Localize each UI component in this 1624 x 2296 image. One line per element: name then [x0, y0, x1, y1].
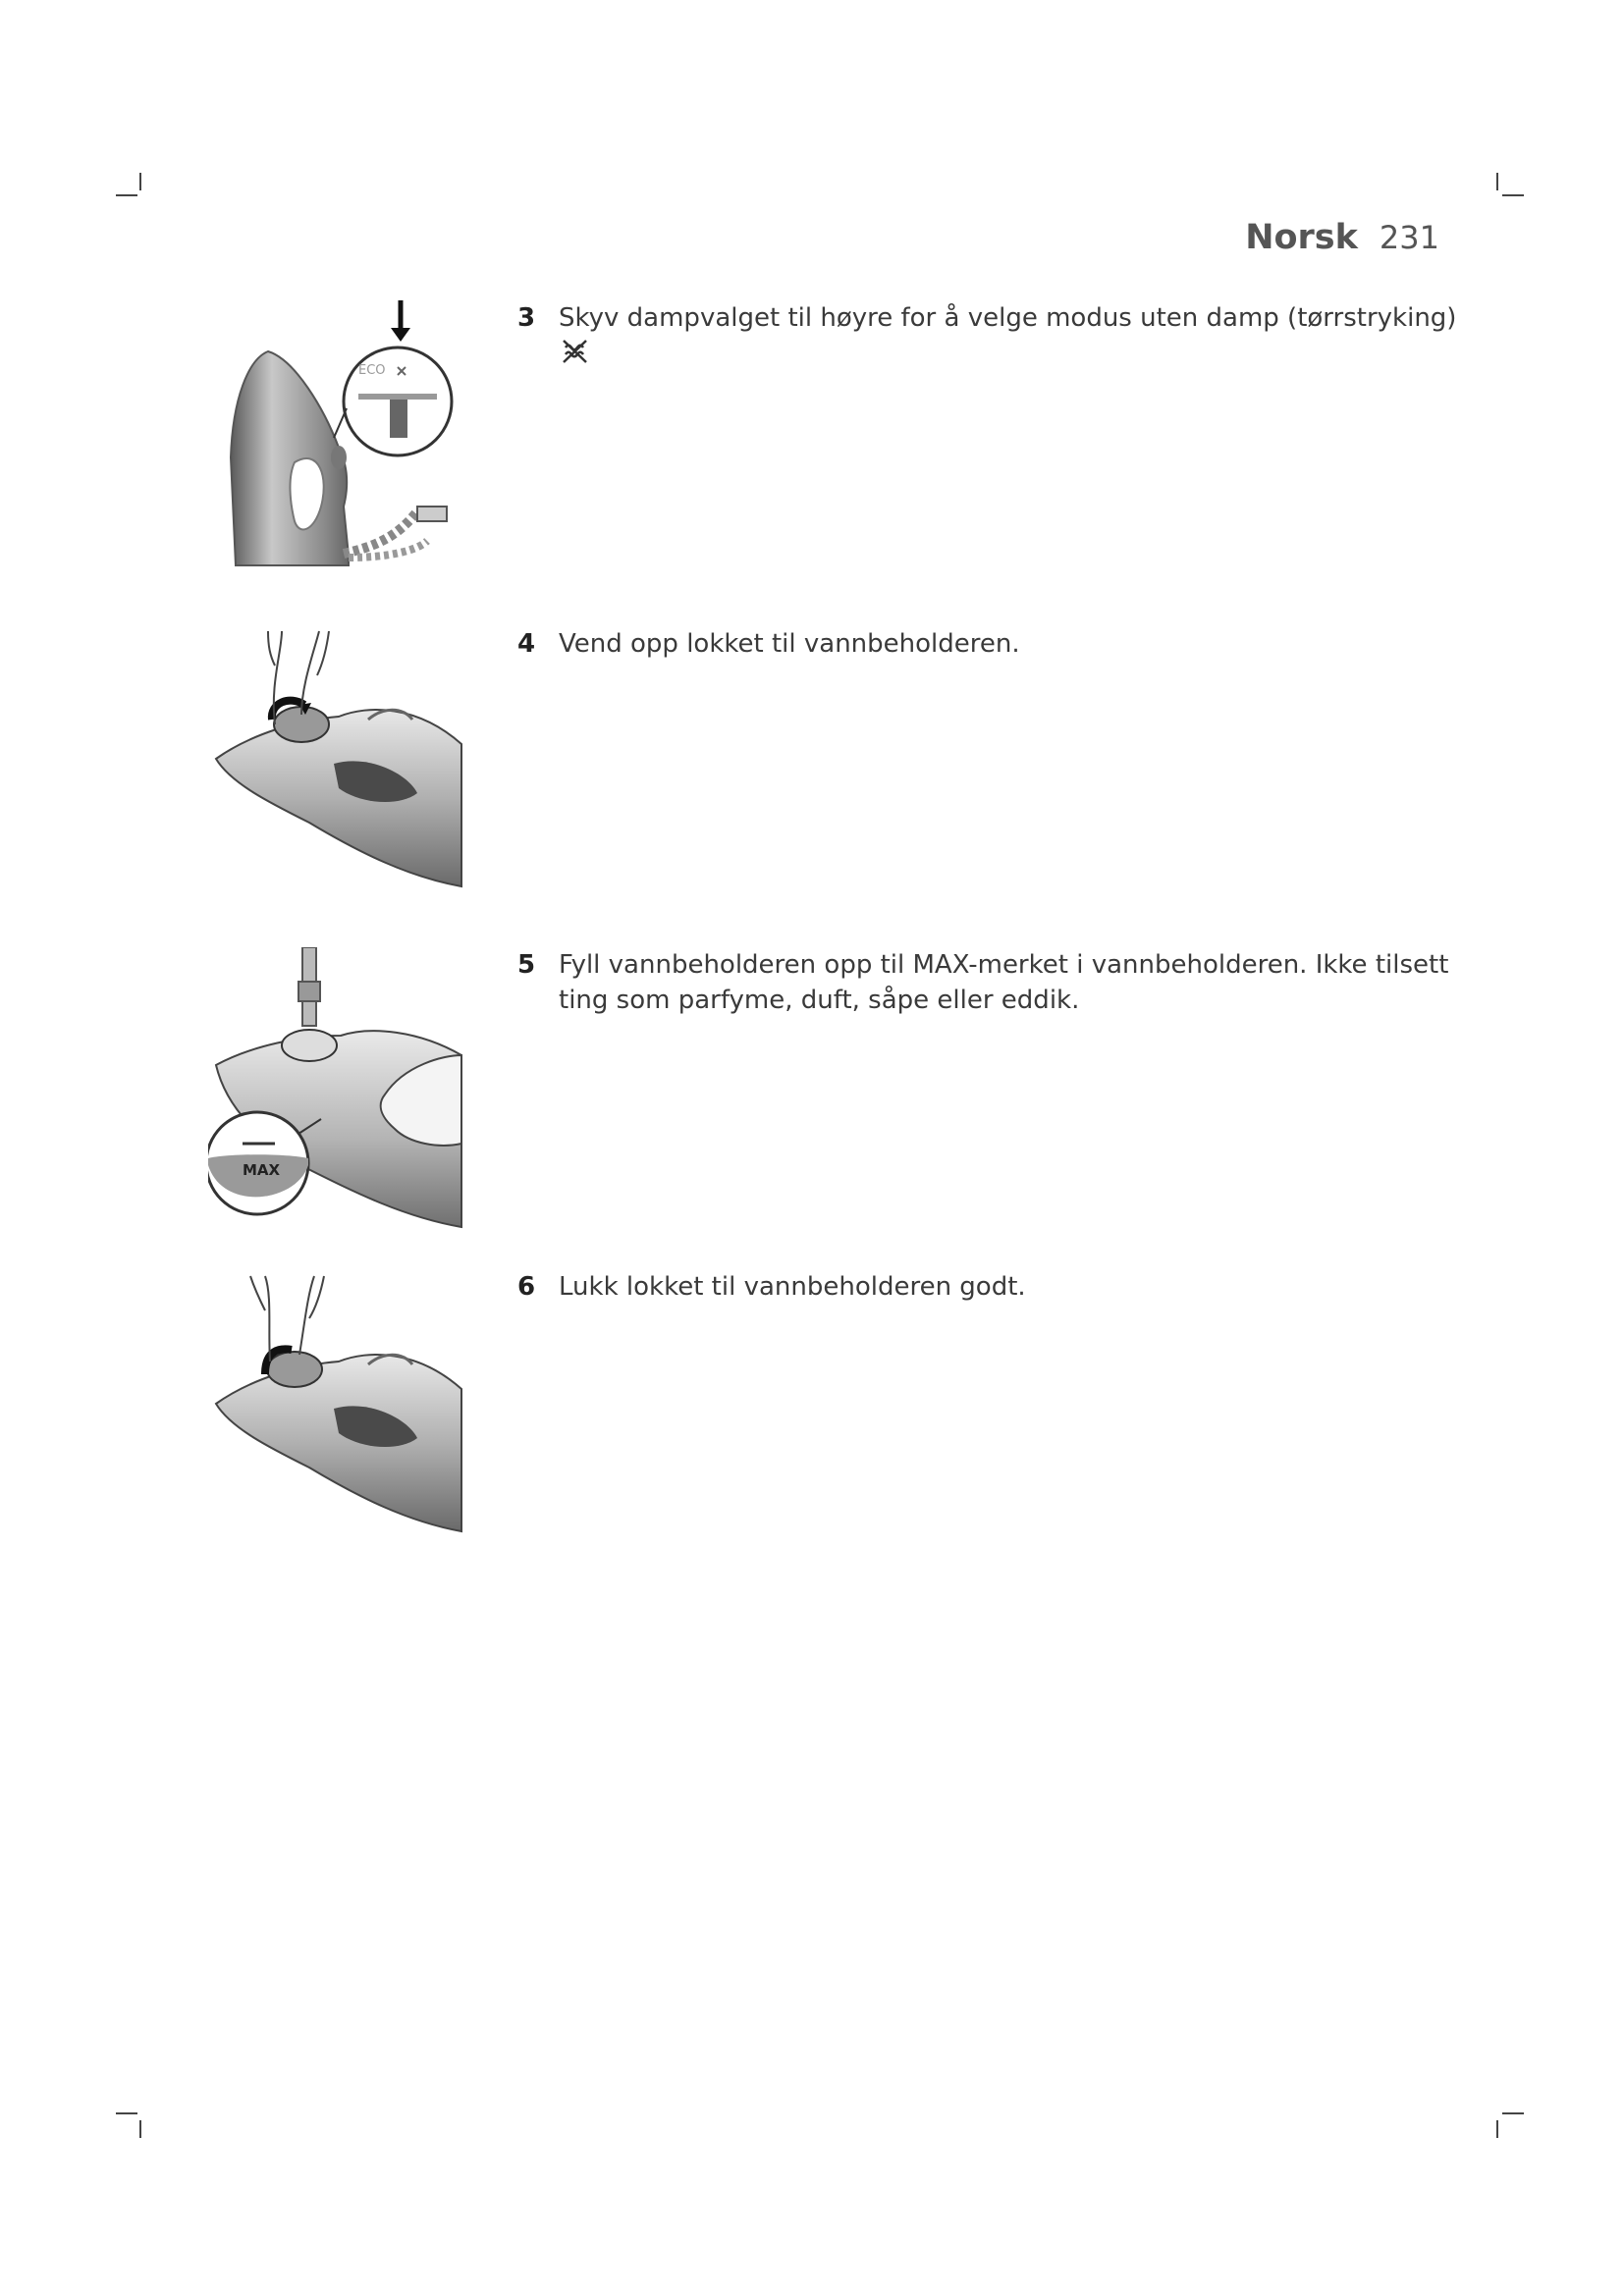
step-number: 6 — [517, 1272, 536, 1302]
step-text: Skyv dampvalget til høyre for å velge modus uten damp (tørrstryking) — [559, 303, 1457, 333]
no-steam-icon — [561, 338, 590, 375]
step-text: Lukk lokket til vannbeholderen godt. — [559, 1272, 1026, 1302]
step-5 — [517, 947, 1460, 1018]
iron-steam-dial-illustration — [201, 300, 471, 570]
iron-fill-water-illustration — [208, 947, 468, 1232]
eco-label: ECO — [358, 363, 386, 378]
step-4 — [517, 626, 1460, 662]
step-3 — [517, 300, 1460, 375]
page-header — [1245, 218, 1439, 257]
step-number: 4 — [517, 629, 536, 659]
step-6 — [517, 1269, 1460, 1305]
iron-open-lid-illustration — [211, 626, 466, 891]
language-title: Norsk — [1245, 218, 1358, 257]
page-number: 231 — [1379, 219, 1439, 256]
step-text: Vend opp lokket til vannbeholderen. — [559, 629, 1020, 659]
step-number: 5 — [517, 950, 536, 980]
step-text: Fyll vannbeholderen opp til MAX-merket i vannbeholderen. Ikke tilsett ting som parfyme, duft, såpe eller eddik. — [559, 950, 1449, 1015]
step-number: 3 — [517, 303, 536, 333]
max-label: MAX — [243, 1161, 281, 1179]
iron-close-lid-illustration — [211, 1271, 466, 1536]
